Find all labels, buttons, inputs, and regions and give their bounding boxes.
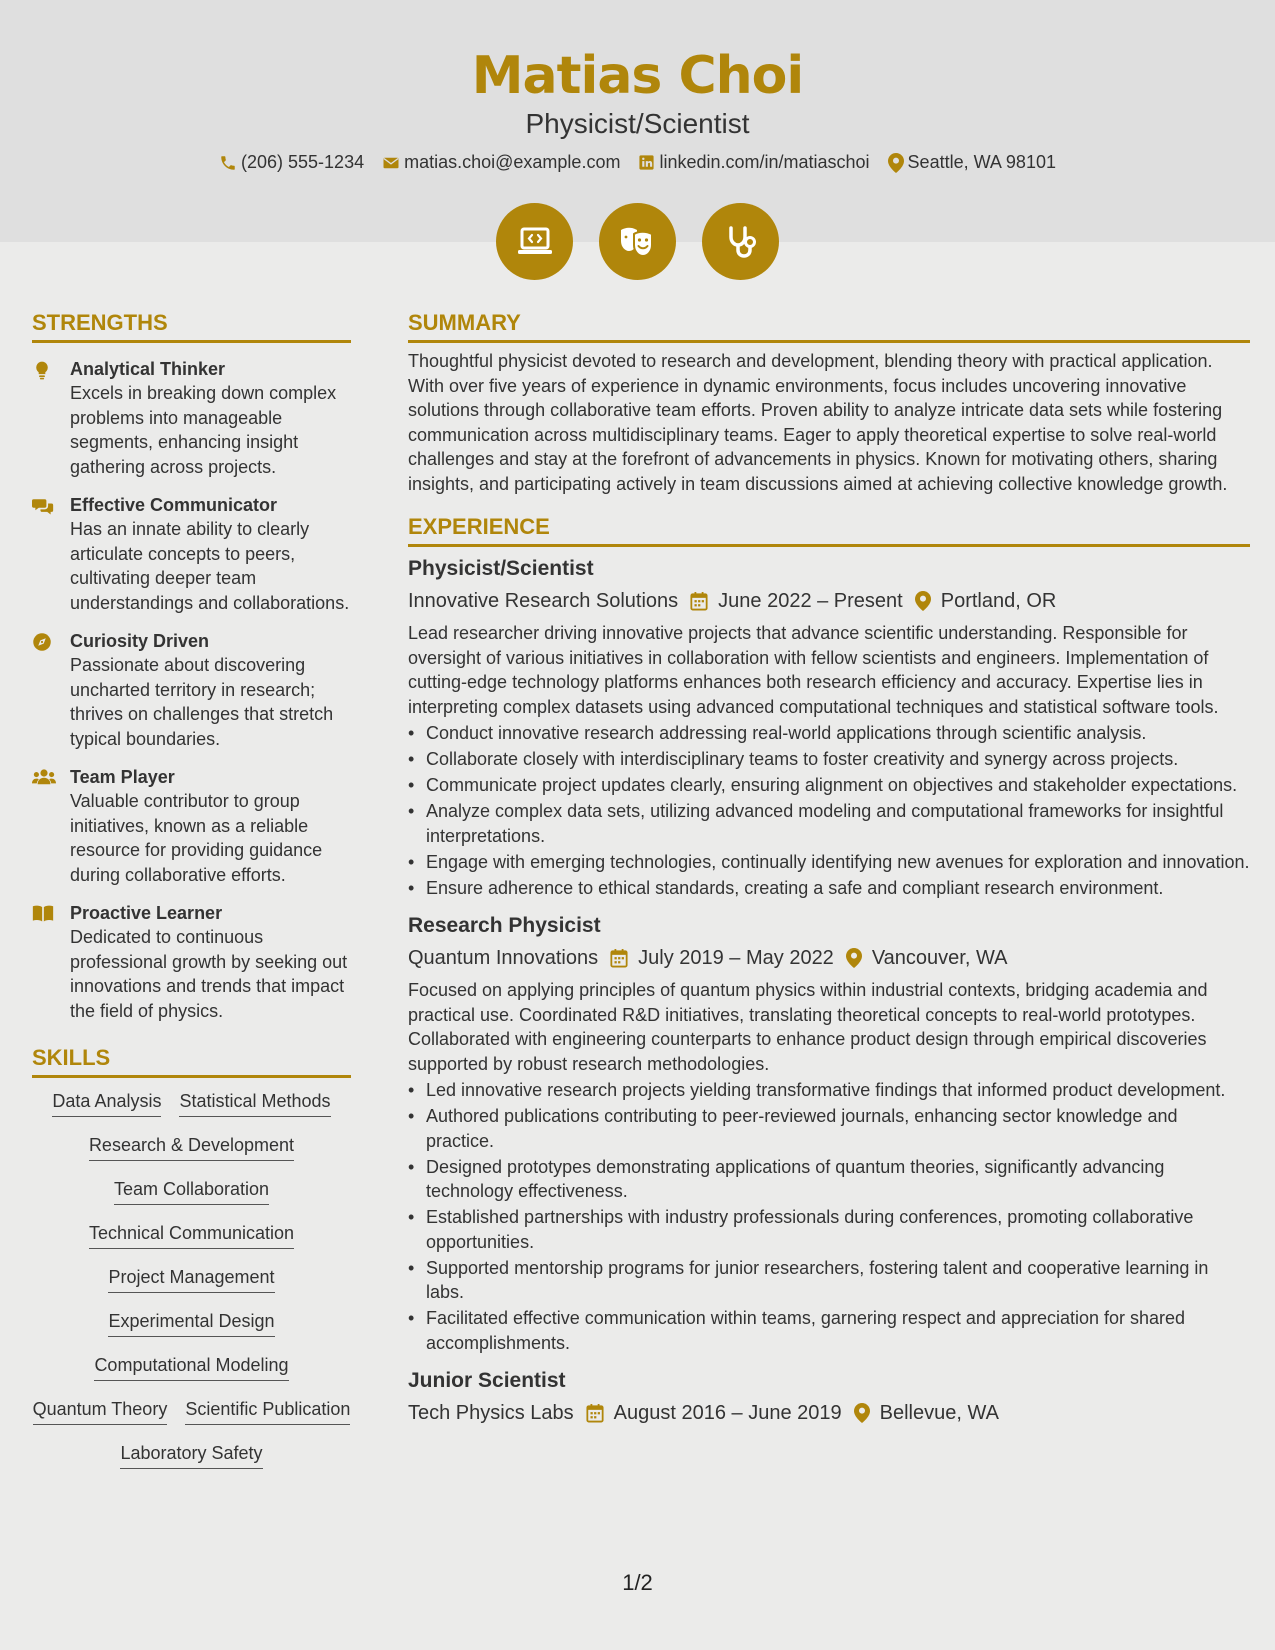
theater-masks-icon (599, 203, 676, 280)
job-description: Lead researcher driving innovative projects that advance scientific understanding. Responsible for oversight of various initiatives in collaboration with fellow scientists and engineers. Implementation of cutting-edge technology platforms enhances both research efficiency and accuracy. Expertise lies in interpreting complex datasets using advanced computational techniques and statistical software tools. (408, 623, 1219, 717)
phone-icon (219, 154, 237, 172)
strength-item (32, 629, 351, 751)
job-dates: August 2016 – June 2019 (613, 1402, 842, 1424)
strength-desc: Valuable contributor to group initiatives, known as a reliable resource for providing guidance during collaborative efforts. (70, 791, 323, 885)
job-bullets (408, 721, 1250, 900)
job-dates: June 2022 – Present (718, 590, 903, 612)
job-bullet: • Led innovative research projects yielding transformative findings that informed product development. (408, 1078, 1250, 1103)
strengths-heading: STRENGTHS (32, 310, 351, 343)
job-bullet: • Engage with emerging technologies, continually identifying new avenues for exploration and innovation. (408, 850, 1250, 875)
job-dates: July 2019 – May 2022 (638, 947, 834, 969)
skill-tag: Data Analysis (52, 1090, 161, 1117)
linkedin-icon (638, 154, 655, 171)
job-meta (408, 587, 1250, 615)
compass-icon (32, 629, 56, 751)
calendar-icon (690, 591, 708, 611)
envelope-icon (382, 154, 400, 172)
strength-desc: Excels in breaking down complex problems into manageable segments, enhancing insight gathering across projects. (70, 383, 337, 477)
map-marker-icon (846, 948, 862, 968)
job-company: Tech Physics Labs (408, 1402, 574, 1424)
job-bullet: • Designed prototypes demonstrating applications of quantum theories, significantly advancing technology effectiveness. (408, 1155, 1250, 1204)
right-column (408, 310, 1250, 1427)
job-meta (408, 1399, 1250, 1427)
job-bullet: • Facilitated effective communication within teams, garnering respect and appreciation for shared accomplishments. (408, 1306, 1250, 1355)
laptop-code-icon (496, 203, 573, 280)
job-title: Junior Scientist (408, 1369, 566, 1392)
job-company: Quantum Innovations (408, 947, 599, 969)
contact-bar (0, 152, 1275, 173)
location-text: Seattle, WA 98101 (907, 152, 1056, 172)
job-entry (408, 1367, 1250, 1427)
skill-tag: Technical Communication (89, 1222, 294, 1249)
email-text: matias.choi@example.com (404, 152, 621, 172)
job-location: Bellevue, WA (879, 1402, 999, 1424)
page-number: 1/2 (622, 1570, 653, 1595)
job-location: Portland, OR (940, 590, 1057, 612)
job-location: Vancouver, WA (871, 947, 1008, 969)
left-column (32, 310, 351, 1469)
strength-desc: Has an innate ability to clearly articulate concepts to peers, cultivating deeper team understandings and collaborations. (70, 519, 350, 613)
job-bullet: • Analyze complex data sets, utilizing advanced modeling and computational frameworks for insightful interpretations. (408, 799, 1250, 848)
skills-heading: SKILLS (32, 1045, 351, 1078)
candidate-name: Matias Choi (471, 46, 804, 106)
skill-tag: Quantum Theory (33, 1398, 168, 1425)
job-bullet: • Ensure adherence to ethical standards, creating a safe and compliant research environment. (408, 876, 1250, 901)
phone-text: (206) 555-1234 (241, 152, 365, 172)
contact-phone[interactable] (219, 152, 364, 173)
strength-title: Proactive Learner (70, 903, 223, 923)
contact-location (888, 152, 1056, 173)
strength-title: Analytical Thinker (70, 359, 226, 379)
strength-item (32, 493, 351, 615)
lightbulb-icon (32, 357, 56, 479)
job-description: Focused on applying principles of quantum physics within industrial contexts, bridging academia and practical use. Coordinated R&D initiatives, translating theoretical concepts to real-world prototypes. Collaborated with engineering counterparts to enhance product design through empirical discoveries supported by robust research methodologies. (408, 980, 1208, 1074)
comments-icon (32, 493, 56, 615)
skill-tag: Research & Development (89, 1134, 294, 1161)
map-marker-icon (915, 591, 931, 611)
strength-item (32, 901, 351, 1023)
job-bullet: • Communicate project updates clearly, ensuring alignment on objectives and stakeholder expectations. (408, 773, 1250, 798)
skill-tag: Laboratory Safety (120, 1442, 262, 1469)
contact-email[interactable] (382, 152, 620, 173)
skill-tag: Experimental Design (108, 1310, 274, 1337)
job-entry (408, 912, 1250, 1355)
calendar-icon (610, 948, 628, 968)
stethoscope-icon (702, 203, 779, 280)
users-icon (32, 765, 56, 887)
experience-heading: EXPERIENCE (408, 514, 1250, 547)
skill-tag: Scientific Publication (185, 1398, 350, 1425)
contact-linkedin[interactable] (638, 152, 869, 173)
strength-desc: Dedicated to continuous professional growth by seeking out innovations and trends that impact the field of physics. (70, 927, 348, 1021)
book-icon (32, 901, 56, 1023)
strength-title: Curiosity Driven (70, 631, 210, 651)
skills-list (32, 1090, 351, 1469)
linkedin-text: linkedin.com/in/matiaschoi (659, 152, 870, 172)
summary-text: Thoughtful physicist devoted to research and development, blending theory with practical application. With over five years of experience in dynamic environments, focus includes uncovering innovative solutions through collaborative team efforts. Proven ability to analyze intricate data sets while fostering communication across multidisciplinary teams. Eager to apply theoretical expertise to solve real-world challenges and stay at the forefront of advancements in physics. Known for motivating others, sharing insights, and participating actively in team discussions aimed at achieving collective knowledge growth. (408, 351, 1228, 494)
skill-tag: Project Management (108, 1266, 274, 1293)
summary-heading: SUMMARY (408, 310, 1250, 343)
job-title: Physicist/Scientist (408, 557, 594, 580)
job-bullets (408, 1078, 1250, 1355)
map-marker-icon (888, 153, 904, 173)
job-company: Innovative Research Solutions (408, 590, 679, 612)
skill-tag: Statistical Methods (179, 1090, 330, 1117)
job-bullet: • Authored publications contributing to peer-reviewed journals, enhancing sector knowledge and practice. (408, 1104, 1250, 1153)
skill-tag: Computational Modeling (94, 1354, 288, 1381)
job-bullet: • Established partnerships with industry professionals during conferences, promoting collaborative opportunities. (408, 1205, 1250, 1254)
job-bullet: • Conduct innovative research addressing real-world applications through scientific analysis. (408, 721, 1250, 746)
job-entry (408, 555, 1250, 900)
skill-tag: Team Collaboration (114, 1178, 269, 1205)
job-meta (408, 944, 1250, 972)
strength-title: Team Player (70, 767, 175, 787)
map-marker-icon (854, 1403, 870, 1423)
strength-title: Effective Communicator (70, 495, 278, 515)
job-bullet: • Supported mentorship programs for junior researchers, fostering talent and cooperative learning in labs. (408, 1256, 1250, 1305)
calendar-icon (586, 1403, 604, 1423)
job-bullet: • Collaborate closely with interdisciplinary teams to foster creativity and synergy across projects. (408, 747, 1250, 772)
interest-badges (0, 203, 1275, 280)
strength-item (32, 357, 351, 479)
strength-desc: Passionate about discovering uncharted territory in research; thrives on challenges that stretch typical boundaries. (70, 655, 334, 749)
candidate-title: Physicist/Scientist (525, 108, 750, 139)
strength-item (32, 765, 351, 887)
job-title: Research Physicist (408, 914, 601, 937)
